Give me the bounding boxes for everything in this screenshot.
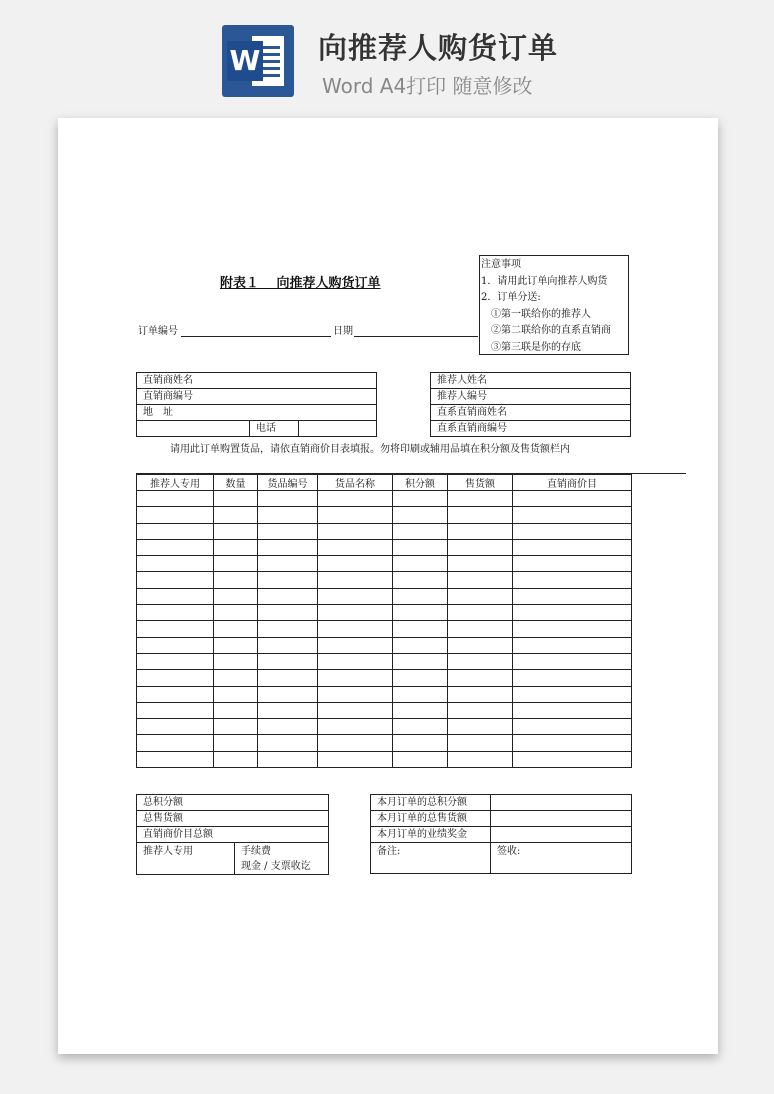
- month-bonus-label: 本月订单的业绩奖金: [371, 827, 491, 843]
- table-cell[interactable]: [513, 588, 632, 604]
- table-cell[interactable]: [393, 572, 448, 588]
- table-cell[interactable]: [137, 491, 214, 507]
- table-cell[interactable]: [513, 702, 632, 718]
- table-cell[interactable]: [448, 637, 513, 653]
- table-cell[interactable]: [258, 670, 318, 686]
- table-cell[interactable]: [214, 621, 258, 637]
- table-cell[interactable]: [214, 653, 258, 669]
- table-row: [137, 719, 632, 735]
- month-points-value[interactable]: [491, 795, 632, 811]
- recommender-use-label: 推荐人专用: [137, 843, 235, 875]
- table-cell[interactable]: [258, 556, 318, 572]
- items-table: [136, 474, 632, 768]
- month-sales-value[interactable]: [491, 811, 632, 827]
- table-row: [137, 491, 632, 507]
- table-cell[interactable]: [448, 670, 513, 686]
- table-row: [137, 588, 632, 604]
- table-cell[interactable]: [513, 621, 632, 637]
- table-cell[interactable]: [318, 653, 393, 669]
- table-row: [137, 507, 632, 523]
- table-cell[interactable]: [258, 751, 318, 767]
- table-cell[interactable]: [318, 507, 393, 523]
- remarks-label: 备注:: [371, 843, 491, 874]
- notice-line: 2．订单分送:: [481, 292, 541, 304]
- month-bonus-value[interactable]: [491, 827, 632, 843]
- month-points-label: 本月订单的总积分额: [371, 795, 491, 811]
- distributor-info-table: [136, 372, 377, 437]
- table-cell[interactable]: [258, 702, 318, 718]
- table-cell[interactable]: [448, 491, 513, 507]
- table-row: [137, 670, 632, 686]
- table-cell[interactable]: [393, 735, 448, 751]
- table-cell[interactable]: [137, 751, 214, 767]
- table-cell[interactable]: [393, 686, 448, 702]
- table-cell[interactable]: [393, 491, 448, 507]
- signature-label: 签收:: [491, 843, 632, 874]
- table-cell[interactable]: [448, 735, 513, 751]
- table-cell[interactable]: [258, 507, 318, 523]
- table-row: [137, 621, 632, 637]
- table-cell[interactable]: [318, 751, 393, 767]
- table-cell[interactable]: [214, 523, 258, 539]
- table-cell[interactable]: [258, 735, 318, 751]
- table-row: [137, 523, 632, 539]
- table-row: [137, 653, 632, 669]
- table-cell[interactable]: [214, 605, 258, 621]
- table-cell[interactable]: [448, 686, 513, 702]
- table-cell[interactable]: [513, 735, 632, 751]
- table-row: [137, 572, 632, 588]
- table-cell[interactable]: [393, 588, 448, 604]
- table-cell[interactable]: [318, 637, 393, 653]
- table-cell[interactable]: [393, 556, 448, 572]
- table-cell[interactable]: [258, 653, 318, 669]
- table-cell[interactable]: [318, 523, 393, 539]
- table-cell[interactable]: [393, 621, 448, 637]
- table-cell[interactable]: [448, 507, 513, 523]
- fee-cell: [235, 843, 329, 875]
- word-logo-icon: [222, 25, 294, 97]
- table-row: [137, 637, 632, 653]
- column-header: 货品名称: [318, 475, 393, 491]
- table-cell[interactable]: [214, 670, 258, 686]
- table-cell[interactable]: [258, 491, 318, 507]
- table-cell[interactable]: [258, 523, 318, 539]
- phone-label: 电话: [250, 421, 299, 437]
- instruction-text: 请用此订单购置货品，请依直销商价目表填报。勿将印刷或辅用品填在积分额及售货额栏内: [170, 444, 570, 455]
- table-cell[interactable]: [513, 686, 632, 702]
- distributor-id-label: 直销商编号: [137, 389, 377, 405]
- table-cell[interactable]: [393, 751, 448, 767]
- column-header: 货品编号: [258, 475, 318, 491]
- table-cell[interactable]: [318, 719, 393, 735]
- upline-name-label: 直系直销商姓名: [431, 405, 631, 421]
- table-cell[interactable]: [393, 702, 448, 718]
- table-cell[interactable]: [214, 572, 258, 588]
- table-cell[interactable]: [214, 686, 258, 702]
- table-row: [137, 556, 632, 572]
- table-cell[interactable]: [137, 637, 214, 653]
- table-row: [137, 702, 632, 718]
- summary-right-table: [370, 794, 632, 874]
- table-cell[interactable]: [318, 686, 393, 702]
- table-cell[interactable]: [448, 751, 513, 767]
- table-cell[interactable]: [448, 556, 513, 572]
- table-cell[interactable]: [448, 702, 513, 718]
- table-cell[interactable]: [214, 751, 258, 767]
- table-cell[interactable]: [318, 735, 393, 751]
- total-sales-label: 总售货额: [137, 811, 329, 827]
- table-cell[interactable]: [393, 523, 448, 539]
- notice-line: 1．请用此订单向推荐人购货: [481, 275, 608, 287]
- table-cell[interactable]: [137, 588, 214, 604]
- table-cell[interactable]: [513, 670, 632, 686]
- table-row: [137, 686, 632, 702]
- table-cell[interactable]: [393, 670, 448, 686]
- table-cell[interactable]: [214, 735, 258, 751]
- table-cell[interactable]: [258, 637, 318, 653]
- summary-left-table: [136, 794, 329, 875]
- table-cell[interactable]: [258, 539, 318, 555]
- table-cell[interactable]: [448, 588, 513, 604]
- table-cell[interactable]: [137, 572, 214, 588]
- column-header: 推荐人专用: [137, 475, 214, 491]
- table-cell[interactable]: [513, 719, 632, 735]
- table-cell[interactable]: [393, 507, 448, 523]
- table-cell[interactable]: [448, 653, 513, 669]
- table-cell[interactable]: [137, 507, 214, 523]
- blank-cell[interactable]: [137, 421, 250, 437]
- table-cell[interactable]: [214, 507, 258, 523]
- table-cell[interactable]: [448, 621, 513, 637]
- document-subtitle: Word A4打印 随意修改: [322, 74, 533, 98]
- table-cell[interactable]: [513, 491, 632, 507]
- word-logo-letter: W: [227, 41, 263, 81]
- document-title: 向推荐人购货订单: [318, 31, 559, 65]
- table-cell[interactable]: [318, 670, 393, 686]
- table-cell[interactable]: [137, 539, 214, 555]
- date-field[interactable]: [354, 336, 478, 337]
- table-cell[interactable]: [137, 686, 214, 702]
- table-cell[interactable]: [513, 637, 632, 653]
- table-cell[interactable]: [513, 751, 632, 767]
- table-cell[interactable]: [258, 605, 318, 621]
- table-cell[interactable]: [137, 670, 214, 686]
- table-row: [137, 735, 632, 751]
- table-cell[interactable]: [137, 621, 214, 637]
- table-cell[interactable]: [318, 572, 393, 588]
- table-cell[interactable]: [448, 605, 513, 621]
- table-cell[interactable]: [513, 556, 632, 572]
- table-cell[interactable]: [258, 588, 318, 604]
- order-number-label: 订单编号: [138, 326, 178, 337]
- column-header: 售货额: [448, 475, 513, 491]
- table-cell[interactable]: [137, 653, 214, 669]
- table-cell[interactable]: [214, 491, 258, 507]
- column-header: 数量: [214, 475, 258, 491]
- recommender-info-table: [430, 372, 631, 437]
- table-cell[interactable]: [513, 523, 632, 539]
- table-cell[interactable]: [393, 539, 448, 555]
- table-cell[interactable]: [214, 556, 258, 572]
- table-cell[interactable]: [318, 702, 393, 718]
- table-cell[interactable]: [513, 572, 632, 588]
- table-cell[interactable]: [393, 637, 448, 653]
- table-cell[interactable]: [513, 539, 632, 555]
- notice-box: [479, 255, 629, 355]
- table-cell[interactable]: [137, 719, 214, 735]
- paper-page: [58, 118, 718, 1054]
- page-header: [0, 0, 774, 110]
- items-header-row: [137, 475, 632, 491]
- table-cell[interactable]: [214, 637, 258, 653]
- table-cell[interactable]: [137, 556, 214, 572]
- address-label: 地 址: [137, 405, 377, 421]
- total-price-label: 直销商价目总额: [137, 827, 329, 843]
- table-cell[interactable]: [318, 491, 393, 507]
- upline-id-label: 直系直销商编号: [431, 421, 631, 437]
- table-cell[interactable]: [214, 702, 258, 718]
- table-row: [137, 539, 632, 555]
- table-cell[interactable]: [137, 523, 214, 539]
- recommender-id-label: 推荐人编号: [431, 389, 631, 405]
- cash-label: 现金 / 支票收讫: [241, 861, 311, 872]
- table-cell[interactable]: [448, 719, 513, 735]
- phone-value[interactable]: [299, 421, 377, 437]
- table-cell[interactable]: [318, 621, 393, 637]
- table-cell[interactable]: [448, 539, 513, 555]
- table-cell[interactable]: [318, 588, 393, 604]
- table-cell[interactable]: [448, 572, 513, 588]
- table-cell[interactable]: [393, 605, 448, 621]
- table-cell[interactable]: [137, 735, 214, 751]
- recommender-name-label: 推荐人姓名: [431, 373, 631, 389]
- column-header: 积分额: [393, 475, 448, 491]
- table-cell[interactable]: [318, 539, 393, 555]
- table-cell[interactable]: [513, 653, 632, 669]
- table-cell[interactable]: [513, 507, 632, 523]
- table-cell[interactable]: [258, 572, 318, 588]
- total-points-label: 总积分额: [137, 795, 329, 811]
- table-cell[interactable]: [214, 588, 258, 604]
- table-cell[interactable]: [137, 605, 214, 621]
- notice-line: ①第一联给你的推荐人: [491, 308, 591, 320]
- column-header: 直销商价目: [513, 475, 632, 491]
- form-title: 附表１ 向推荐人购货订单: [220, 276, 381, 291]
- fee-label: 手续费: [241, 846, 271, 857]
- items-body: [137, 491, 632, 768]
- table-cell[interactable]: [448, 523, 513, 539]
- month-sales-label: 本月订单的总售货额: [371, 811, 491, 827]
- table-cell[interactable]: [137, 702, 214, 718]
- table-cell[interactable]: [393, 653, 448, 669]
- notice-line: ③第三联是你的存底: [491, 341, 581, 353]
- date-label: 日期: [333, 326, 353, 337]
- table-cell[interactable]: [258, 686, 318, 702]
- table-cell[interactable]: [214, 539, 258, 555]
- order-number-field[interactable]: [181, 336, 331, 337]
- table-cell[interactable]: [513, 605, 632, 621]
- table-row: [137, 605, 632, 621]
- table-row: [137, 751, 632, 767]
- distributor-name-label: 直销商姓名: [137, 373, 377, 389]
- table-cell[interactable]: [318, 556, 393, 572]
- notice-heading: 注意事项: [481, 259, 521, 270]
- table-cell[interactable]: [393, 719, 448, 735]
- table-cell[interactable]: [214, 719, 258, 735]
- table-cell[interactable]: [258, 621, 318, 637]
- table-cell[interactable]: [318, 605, 393, 621]
- notice-line: ②第二联给你的直系直销商: [491, 325, 611, 337]
- table-cell[interactable]: [258, 719, 318, 735]
